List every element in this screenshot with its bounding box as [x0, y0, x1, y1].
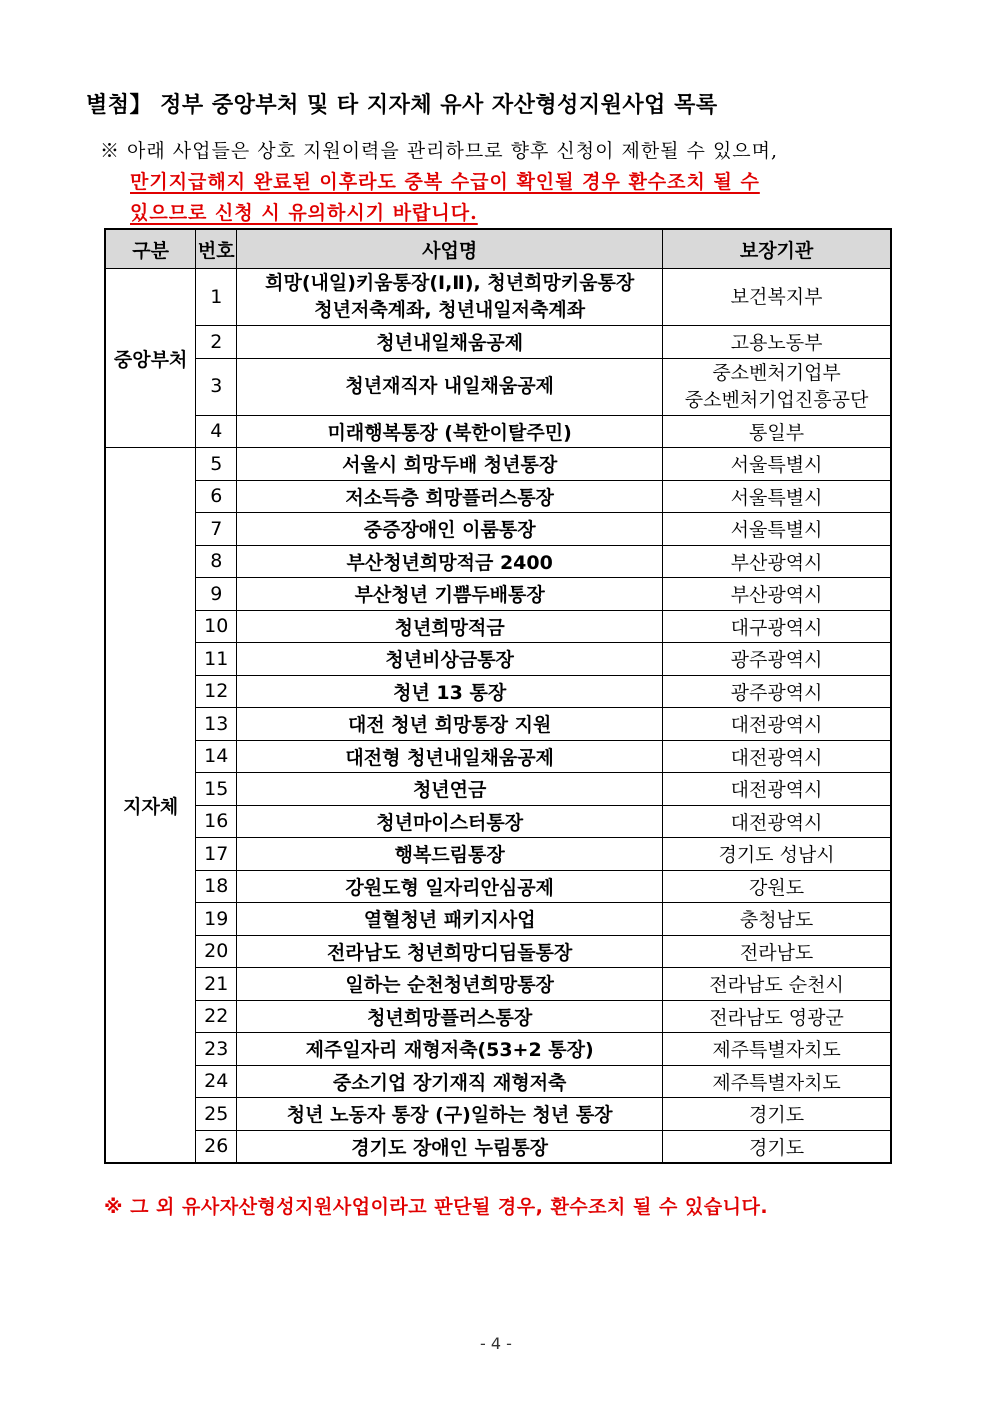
program-name: 경기도 장애인 누림통장 [351, 1136, 549, 1159]
row-number: 8 [196, 545, 237, 578]
table-row [105, 415, 891, 448]
table-row [105, 935, 891, 968]
program-name-cell [237, 326, 663, 359]
agency-name: 부산광역시 [730, 551, 823, 574]
row-number: 3 [196, 358, 237, 415]
row-number: 7 [196, 513, 237, 546]
program-name: 열혈청년 패키지사업 [363, 909, 536, 932]
notice-text [100, 136, 778, 229]
program-name-cell [237, 643, 663, 676]
program-name-cell [237, 708, 663, 741]
program-name-cell [237, 675, 663, 708]
table-row [105, 358, 891, 415]
agency-cell [663, 1033, 891, 1066]
agency-name: 고용노동부 [730, 332, 823, 355]
table-header-row [105, 229, 891, 269]
agency-name: 전라남도 [739, 941, 814, 964]
program-table [104, 228, 892, 1164]
table-row [105, 773, 891, 806]
agency-name: 대전광역시 [730, 779, 823, 802]
program-name: 서울시 희망두배 청년통장 [342, 454, 558, 477]
agency-name: 대전광역시 [730, 811, 823, 834]
program-name-line-2: 청년저축계좌, 청년내일저축계좌 [314, 299, 586, 321]
agency-name: 광주광역시 [730, 649, 823, 672]
table-row [105, 805, 891, 838]
header-number: 번호 [196, 229, 237, 269]
program-name: 부산청년 기쁨두배통장 [354, 584, 545, 607]
row-number: 23 [196, 1033, 237, 1066]
row-number: 6 [196, 480, 237, 513]
program-name-cell [237, 1033, 663, 1066]
category-cell: 중앙부처 [105, 269, 196, 448]
agency-cell [663, 805, 891, 838]
table-row [105, 870, 891, 903]
program-name-cell [237, 513, 663, 546]
row-number: 19 [196, 903, 237, 936]
page-number: - 4 - [480, 1334, 512, 1353]
notice-line-3-warning: 있으므로 신청 시 유의하시기 바랍니다. [130, 202, 478, 224]
agency-cell [663, 448, 891, 481]
program-name: 중소기업 장기재직 재형저축 [332, 1071, 567, 1094]
table-row [105, 1130, 891, 1163]
agency-name: 충청남도 [739, 909, 814, 932]
agency-cell [663, 935, 891, 968]
program-name-cell [237, 578, 663, 611]
notice-line-2-warning: 만기지급해지 완료된 이후라도 중복 수급이 확인될 경우 환수조치 될 수 [130, 171, 760, 193]
header-agency: 보장기관 [663, 229, 891, 269]
header-program-name: 사업명 [237, 229, 663, 269]
row-number: 24 [196, 1065, 237, 1098]
table-row [105, 740, 891, 773]
program-name: 일하는 순천청년희망통장 [345, 974, 554, 997]
agency-cell [663, 903, 891, 936]
table-row [105, 326, 891, 359]
agency-cell [663, 1130, 891, 1163]
row-number: 25 [196, 1098, 237, 1131]
agency-name: 부산광역시 [730, 584, 823, 607]
row-number: 20 [196, 935, 237, 968]
agency-cell [663, 870, 891, 903]
agency-name: 강원도 [749, 876, 805, 899]
program-name-cell [237, 415, 663, 448]
agency-name: 광주광역시 [730, 681, 823, 704]
table-row [105, 968, 891, 1001]
program-name-cell [237, 610, 663, 643]
table-row [105, 448, 891, 481]
program-name: 희망(내일)키움통장(Ⅰ,Ⅱ), 청년희망키움통장 [265, 272, 635, 294]
table-row [105, 1033, 891, 1066]
agency-name: 통일부 [749, 421, 805, 444]
category-cell: 지자체 [105, 448, 196, 1164]
agency-name: 전라남도 영광군 [709, 1006, 844, 1029]
agency-name: 중소벤처기업부 [712, 361, 841, 384]
program-name-cell [237, 740, 663, 773]
page-title: 별첨】 정부 중앙부처 및 타 지자체 유사 자산형성지원사업 목록 [86, 93, 718, 118]
table-row [105, 838, 891, 871]
program-name: 청년 13 통장 [393, 681, 507, 704]
program-name-cell [237, 870, 663, 903]
agency-cell [663, 773, 891, 806]
program-name-cell [237, 448, 663, 481]
program-name: 전라남도 청년희망디딤돌통장 [327, 941, 573, 964]
program-name: 청년재직자 내일채움공제 [345, 375, 554, 397]
program-name-cell [237, 269, 663, 326]
program-name-cell [237, 968, 663, 1001]
program-name-cell [237, 1130, 663, 1163]
agency-cell [663, 513, 891, 546]
agency-cell [663, 610, 891, 643]
table-row [105, 513, 891, 546]
program-name-cell [237, 805, 663, 838]
agency-name: 대전광역시 [730, 714, 823, 737]
row-number: 10 [196, 610, 237, 643]
program-name: 강원도형 일자리안심공제 [345, 876, 554, 899]
table-row [105, 1065, 891, 1098]
agency-cell [663, 643, 891, 676]
table-row [105, 1000, 891, 1033]
agency-cell [663, 1000, 891, 1033]
program-name: 저소득층 희망플러스통장 [345, 486, 554, 509]
row-number: 16 [196, 805, 237, 838]
agency-name: 서울특별시 [730, 486, 823, 509]
agency-cell [663, 269, 891, 326]
agency-cell [663, 480, 891, 513]
program-name: 미래행복통장 (북한이탈주민) [327, 421, 572, 444]
table-row [105, 480, 891, 513]
agency-cell [663, 358, 891, 415]
notice-line-1: ※ 아래 사업들은 상호 지원이력을 관리하므로 향후 신청이 제한될 수 있으며, [100, 140, 779, 162]
row-number: 5 [196, 448, 237, 481]
agency-name: 제주특별자치도 [712, 1039, 841, 1062]
footer-warning: ※ 그 외 유사자산형성지원사업이라고 판단될 경우, 환수조치 될 수 있습니다. [104, 1196, 769, 1218]
table-row [105, 545, 891, 578]
table-row [105, 1098, 891, 1131]
agency-name: 제주특별자치도 [712, 1071, 841, 1094]
program-name-cell [237, 1098, 663, 1131]
program-name: 대전 청년 희망통장 지원 [347, 714, 552, 737]
program-name: 제주일자리 재형저축(53+2 통장) [305, 1039, 594, 1062]
row-number: 1 [196, 269, 237, 326]
table-row [105, 643, 891, 676]
program-name: 청년 노동자 통장 (구)일하는 청년 통장 [286, 1104, 613, 1127]
row-number: 9 [196, 578, 237, 611]
row-number: 12 [196, 675, 237, 708]
agency-cell [663, 1098, 891, 1131]
table-row [105, 269, 891, 326]
program-name-cell [237, 903, 663, 936]
row-number: 15 [196, 773, 237, 806]
agency-cell [663, 968, 891, 1001]
program-name-cell [237, 838, 663, 871]
agency-name: 전라남도 순천시 [709, 974, 844, 997]
program-name: 청년희망적금 [394, 616, 505, 639]
row-number: 13 [196, 708, 237, 741]
table-row [105, 578, 891, 611]
program-name: 부산청년희망적금 2400 [346, 551, 553, 574]
row-number: 17 [196, 838, 237, 871]
agency-cell [663, 740, 891, 773]
table-row [105, 610, 891, 643]
program-name-cell [237, 773, 663, 806]
program-name-cell [237, 545, 663, 578]
table-row [105, 708, 891, 741]
agency-cell [663, 415, 891, 448]
program-name: 대전형 청년내일채움공제 [345, 746, 554, 769]
program-name-cell [237, 935, 663, 968]
program-name: 청년내일채움공제 [376, 332, 524, 355]
agency-cell [663, 578, 891, 611]
row-number: 18 [196, 870, 237, 903]
agency-cell [663, 1065, 891, 1098]
row-number: 4 [196, 415, 237, 448]
agency-cell [663, 326, 891, 359]
agency-name: 경기도 [749, 1104, 805, 1127]
agency-cell [663, 708, 891, 741]
row-number: 26 [196, 1130, 237, 1163]
agency-name: 대전광역시 [730, 746, 823, 769]
header-category: 구분 [105, 229, 196, 269]
agency-name: 서울특별시 [730, 519, 823, 542]
program-name: 청년희망플러스통장 [367, 1006, 533, 1029]
program-name-cell [237, 480, 663, 513]
row-number: 21 [196, 968, 237, 1001]
agency-name: 서울특별시 [730, 454, 823, 477]
agency-cell [663, 675, 891, 708]
row-number: 14 [196, 740, 237, 773]
agency-name: 경기도 성남시 [718, 844, 835, 867]
program-name: 중증장애인 이룸통장 [363, 519, 536, 542]
program-name-cell [237, 358, 663, 415]
program-name: 행복드림통장 [394, 844, 505, 867]
agency-cell [663, 838, 891, 871]
program-name-cell [237, 1065, 663, 1098]
table-row [105, 903, 891, 936]
table-row [105, 675, 891, 708]
agency-name-line-2: 중소벤처기업진흥공단 [684, 388, 869, 411]
program-name: 청년마이스터통장 [376, 811, 524, 834]
agency-name: 대구광역시 [730, 616, 823, 639]
program-name: 청년연금 [412, 779, 487, 802]
agency-name: 경기도 [749, 1136, 805, 1159]
row-number: 11 [196, 643, 237, 676]
row-number: 22 [196, 1000, 237, 1033]
agency-cell [663, 545, 891, 578]
agency-name: 보건복지부 [730, 285, 823, 308]
row-number: 2 [196, 326, 237, 359]
program-name: 청년비상금통장 [385, 649, 514, 672]
program-name-cell [237, 1000, 663, 1033]
